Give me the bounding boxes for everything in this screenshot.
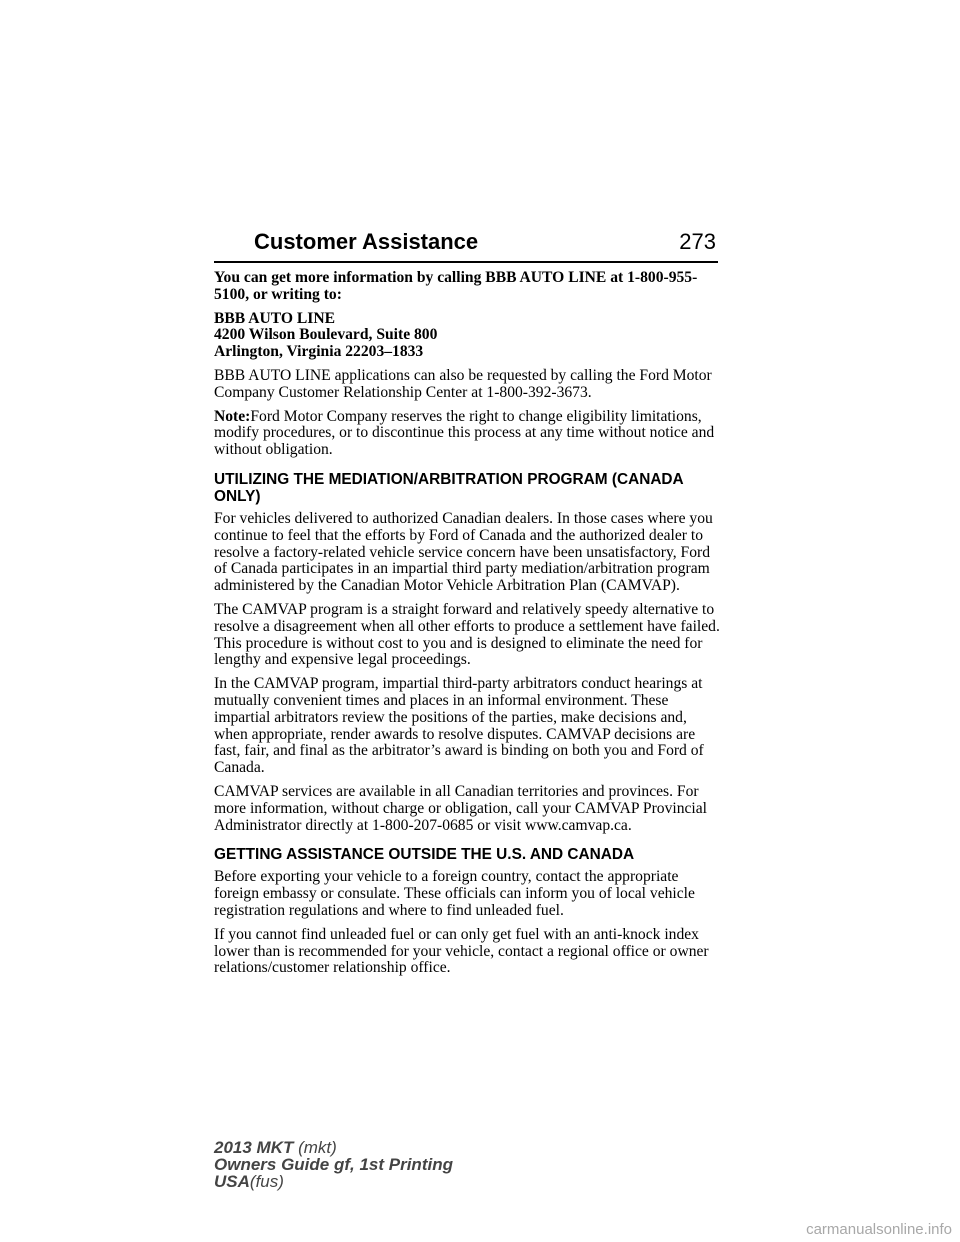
heading-canada: UTILIZING THE MEDIATION/ARBITRATION PROGRAM (CANADA ONLY) [214, 470, 684, 505]
canada-paragraph-3: In the CAMVAP program, impartial third-party arbitrators conduct hearings at mutually convenient times and places in an informal environment. These impartial arbitrators review the positions of the parties, make decisions and, when appropriate, render awards to resolve disputes. CAMVAP decisions are fast, fair, and final as the arbitrator’s award is binding on both you and Ford of Canada. [214, 675, 704, 777]
page-number: 273 [679, 229, 716, 254]
watermark: carmanualsonline.info [806, 1221, 952, 1238]
address-line-2: 4200 Wilson Boulevard, Suite 800 [214, 326, 438, 344]
note-text: Ford Motor Company reserves the right to change eligibility limitations, modify procedures, or to discontinue this process at any time without notice and without obligation. [214, 407, 715, 459]
heading-outside: GETTING ASSISTANCE OUTSIDE THE U.S. AND CANADA [214, 846, 635, 864]
footer-market-code: (fus) [249, 1172, 284, 1191]
canada-paragraph-2: The CAMVAP program is a straight forward and relatively speedy alternative to resolve a disagreement when all other efforts to produce a settlement have failed. This procedure is without cost to you and is designed to eliminate the need for lengthy and expensive legal proceedings. [214, 600, 720, 669]
note-paragraph [214, 409, 720, 459]
outside-paragraph-1: Before exporting your vehicle to a foreign country, contact the appropriate foreign embassy or consulate. These officials can inform you of local vehicle registration regulations and where to find unleaded fuel. [214, 868, 695, 919]
footer-line-3 [214, 1173, 453, 1190]
canada-paragraph-4: CAMVAP services are available in all Canadian territories and provinces. For more information, without charge or obligation, call your CAMVAP Provincial Administrator directly at 1-800-207-0685 or visit www.camvap.ca. [214, 782, 708, 834]
footer-line-2: Owners Guide gf, 1st Printing [214, 1155, 453, 1174]
address-line-3: Arlington, Virginia 22203–1833 [214, 343, 424, 361]
page-header [214, 229, 718, 263]
address-line-1: BBB AUTO LINE [214, 309, 336, 327]
applications-paragraph: BBB AUTO LINE applications can also be requested by calling the Ford Motor Company Customer Relationship Center at 1-800-392-3673. [214, 366, 712, 401]
mailing-address [214, 311, 720, 361]
note-label: Note: [214, 407, 251, 425]
intro-paragraph: You can get more information by calling BBB AUTO LINE at 1-800-955-5100, or writing to: [214, 269, 698, 303]
outside-paragraph-2: If you cannot find unleaded fuel or can only get fuel with an anti-knock index lower than is recommended for your vehicle, contact a regional office or owner relations/customer relationship office. [214, 925, 709, 977]
canada-paragraph-1: For vehicles delivered to authorized Canadian dealers. In those cases where you continue to feel that the efforts by Ford of Canada and the authorized dealer to resolve a factory-related vehicle service concern have been unsatisfactory, Ford of Canada participates in an impartial third party mediation/arbitration program administered by the Canadian Motor Vehicle Arbitration Plan (CAMVAP). [214, 509, 713, 595]
footer-model-code: (mkt) [298, 1138, 337, 1157]
footer-market: USA [214, 1172, 250, 1191]
section-title: Customer Assistance [254, 229, 479, 254]
page-content [214, 270, 720, 984]
footer-model: 2013 MKT [214, 1138, 294, 1157]
print-footer [214, 1139, 453, 1190]
footer-line-1 [214, 1139, 453, 1156]
